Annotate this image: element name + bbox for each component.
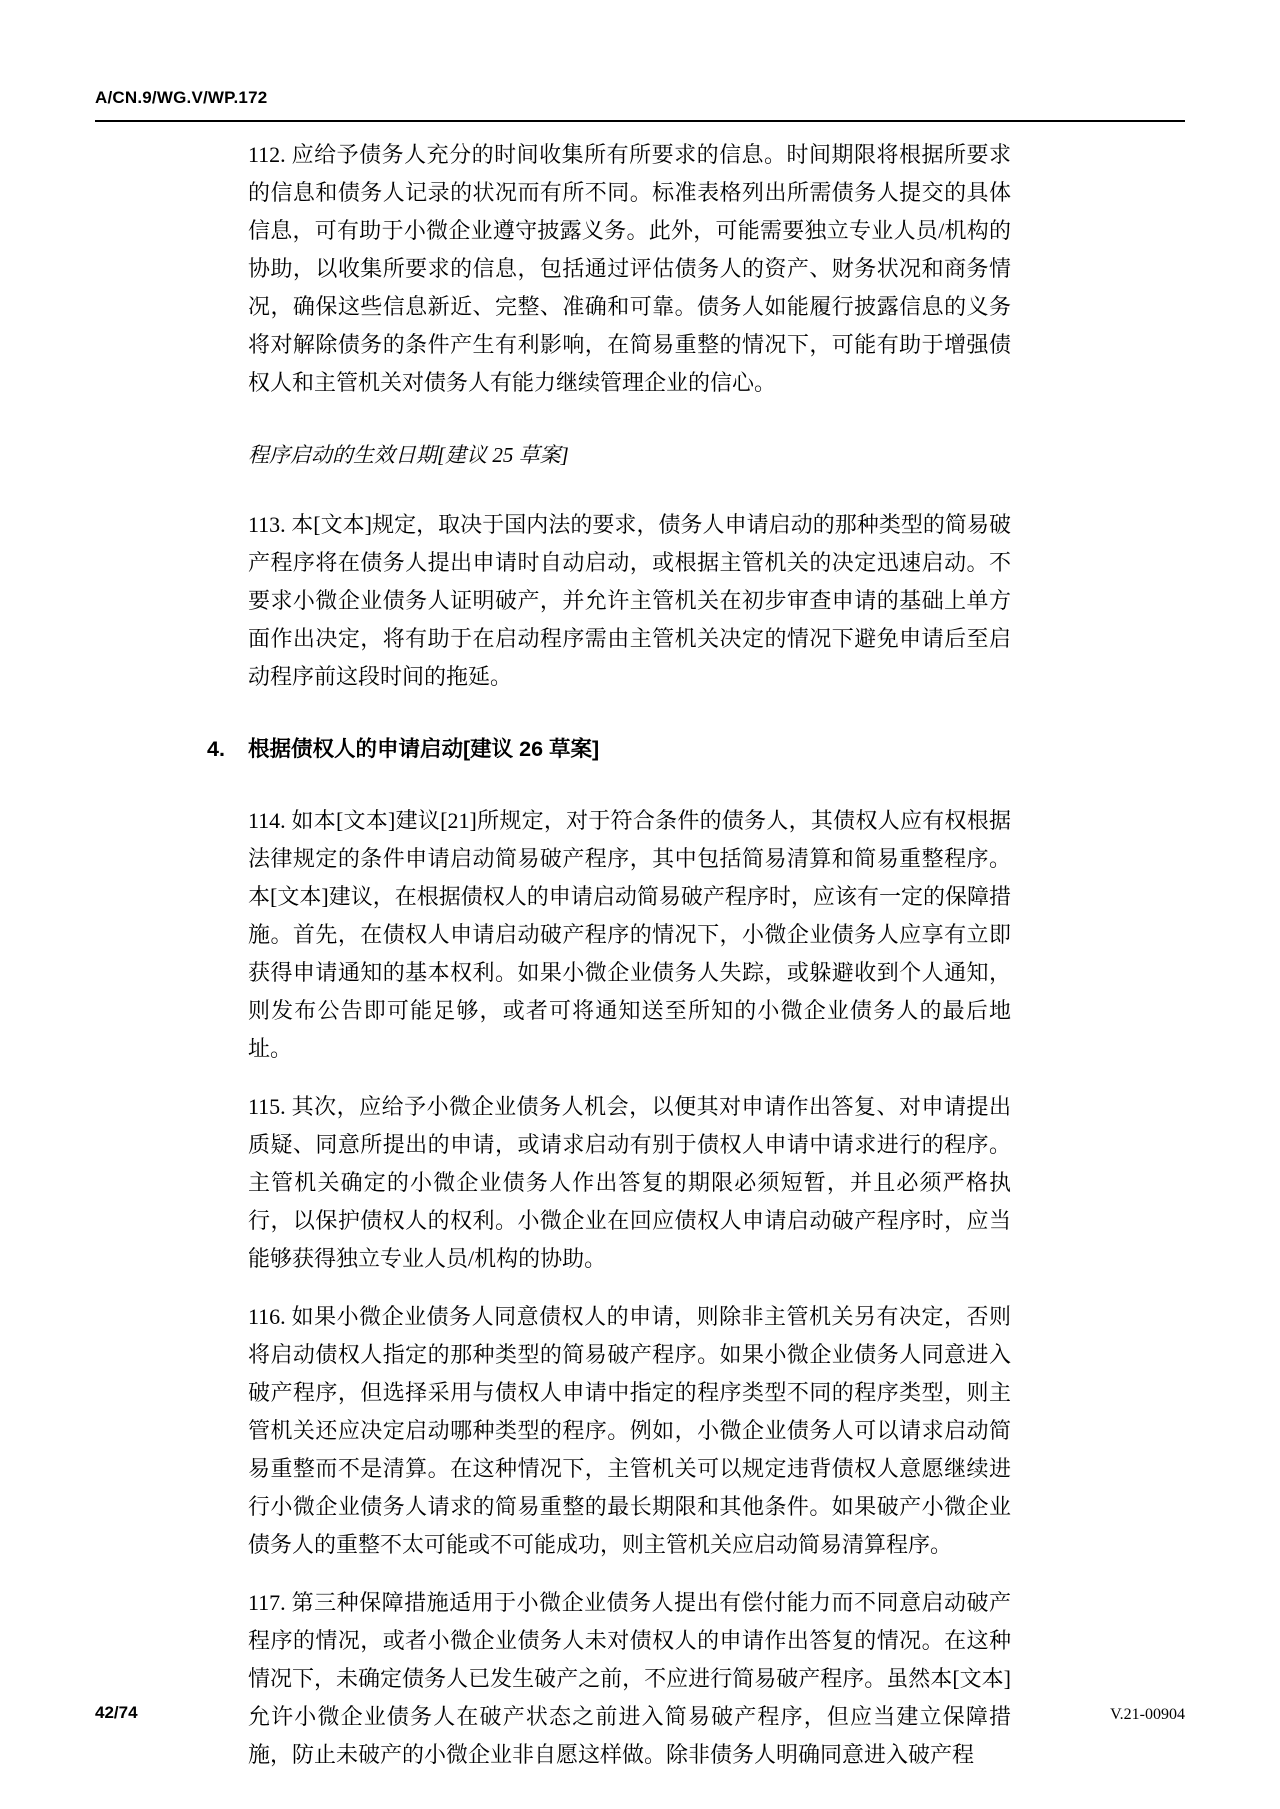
- section-heading-4: [207, 730, 1011, 768]
- document-symbol: A/CN.9/WG.V/WP.172: [95, 88, 268, 107]
- section-title: 根据债权人的申请启动[建议 26 草案]: [248, 737, 600, 761]
- paragraph-116: 116. 如果小微企业债务人同意债权人的申请，则除非主管机关另有决定，否则将启动债权人指定的那种类型的简易破产程序。如果小微企业债务人同意进入破产程序，但选择采用与债权人申请中指定的程序类型不同的程序类型，则主管机关还应决定启动哪种类型的程序。例如，小微企业债务人可以请求启动简易重整而不是清算。在这种情况下，主管机关可以规定违背债权人意愿继续进行小微企业债务人请求的简易重整的最长期限和其他条件。如果破产小微企业债务人的重整不太可能或不可能成功，则主管机关应启动简易清算程序。: [248, 1304, 1011, 1557]
- subsection-heading-recommendation-25: 程序启动的生效日期[建议 25 草案]: [248, 443, 569, 467]
- document-number: V.21-00904: [1110, 1706, 1185, 1723]
- header-divider: [95, 120, 1185, 122]
- section-number: 4.: [207, 737, 225, 761]
- paragraph-114: 114. 如本[文本]建议[21]所规定，对于符合条件的债务人，其债权人应有权根据法律规定的条件申请启动简易破产程序，其中包括简易清算和简易重整程序。本[文本]建议，在根据债权人的申请启动简易破产程序时，应该有一定的保障措施。首先，在债权人申请启动破产程序的情况下，小微企业债务人应享有立即获得申请通知的基本权利。如果小微企业债务人失踪，或躲避收到个人通知，则发布公告即可能足够，或者可将通知送至所知的小微企业债务人的最后地址。: [248, 808, 1011, 1061]
- paragraph-115: 115. 其次，应给予小微企业债务人机会，以便其对申请作出答复、对申请提出质疑、同意所提出的申请，或请求启动有别于债权人申请中请求进行的程序。主管机关确定的小微企业债务人作出答复的期限必须短暂，并且必须严格执行，以保护债权人的权利。小微企业在回应债权人申请启动破产程序时，应当能够获得独立专业人员/机构的协助。: [248, 1094, 1011, 1271]
- paragraph-117: 117. 第三种保障措施适用于小微企业债务人提出有偿付能力而不同意启动破产程序的情况，或者小微企业债务人未对债权人的申请作出答复的情况。在这种情况下，未确定债务人已发生破产之前，不应进行简易破产程序。虽然本[文本]允许小微企业债务人在破产状态之前进入简易破产程序，但应当建立保障措施，防止未破产的小微企业非自愿这样做。除非债务人明确同意进入破产程: [248, 1590, 1011, 1767]
- page-number: 42/74: [95, 1703, 138, 1722]
- paragraph-112: 112. 应给予债务人充分的时间收集所有所要求的信息。时间期限将根据所要求的信息和债务人记录的状况而有所不同。标准表格列出所需债务人提交的具体信息，可有助于小微企业遵守披露义务。此外，可能需要独立专业人员/机构的协助，以收集所要求的信息，包括通过评估债务人的资产、财务状况和商务情况，确保这些信息新近、完整、准确和可靠。债务人如能履行披露信息的义务将对解除债务的条件产生有利影响，在简易重整的情况下，可能有助于增强债权人和主管机关对债务人有能力继续管理企业的信心。: [248, 142, 1011, 395]
- document-body: [207, 136, 1011, 1794]
- paragraph-113: 113. 本[文本]规定，取决于国内法的要求，债务人申请启动的那种类型的简易破产程序将在债务人提出申请时自动启动，或根据主管机关的决定迅速启动。不要求小微企业债务人证明破产，并允许主管机关在初步审查申请的基础上单方面作出决定，将有助于在启动程序需由主管机关决定的情况下避免申请后至启动程序前这段时间的拖延。: [248, 512, 1011, 689]
